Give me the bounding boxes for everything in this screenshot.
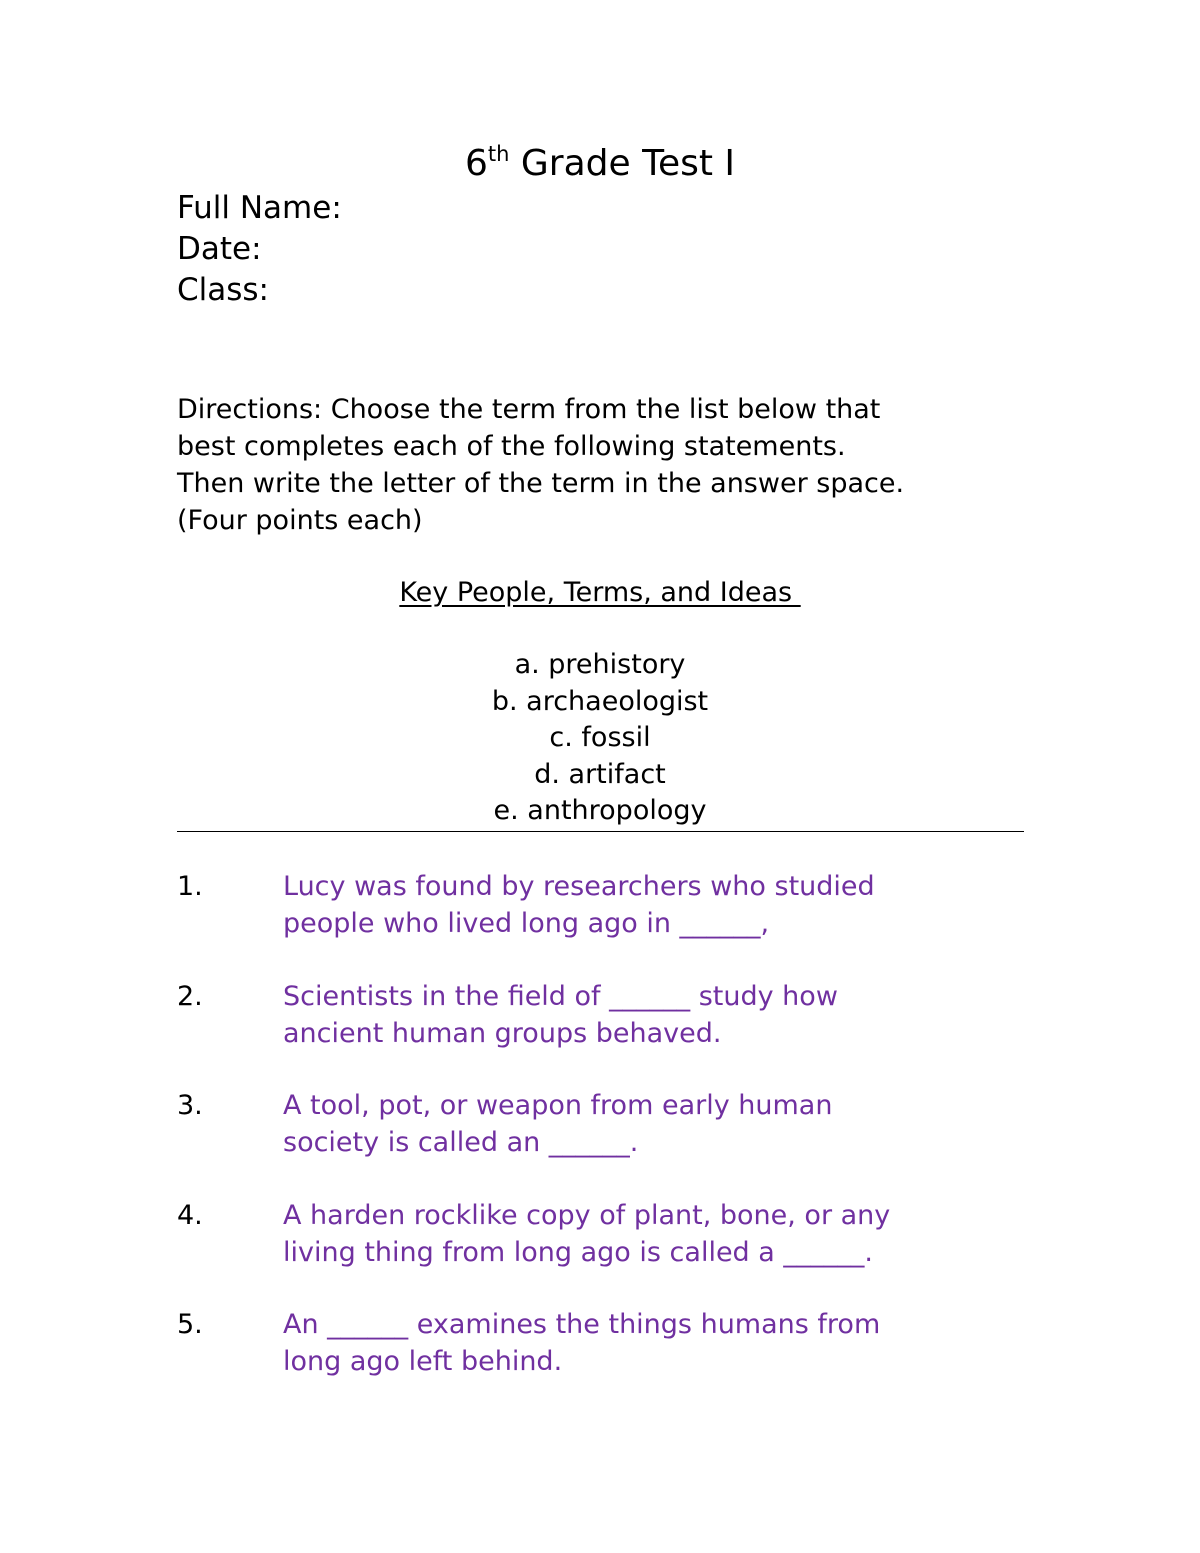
question-item: [177, 978, 1037, 1088]
question-text: Lucy was found by researchers who studied people who lived long ago in ______,: [283, 871, 875, 939]
date-label: Date:: [177, 231, 262, 267]
question-number: 5.: [177, 1309, 203, 1340]
question-item: [177, 868, 1037, 978]
full-name-label: Full Name:: [177, 190, 342, 226]
key-term-item: a. prehistory: [514, 649, 686, 680]
question-number: 2.: [177, 980, 203, 1012]
title-prefix: 6: [464, 143, 488, 184]
question-number: 1.: [177, 871, 203, 902]
title-superscript: th: [487, 142, 510, 166]
key-term-item: d. artifact: [534, 758, 666, 790]
divider-line: [177, 831, 1024, 832]
key-terms-heading: [0, 575, 1200, 611]
question-item: [177, 1087, 1037, 1197]
question-text: A harden rocklike copy of plant, bone, or any living thing from long ago is called a ______.: [283, 1199, 891, 1268]
question-item: [177, 1306, 1037, 1416]
question-number: 3.: [177, 1090, 203, 1121]
question-number: 4.: [177, 1199, 203, 1231]
question-item: [177, 1197, 1037, 1307]
class-label: Class:: [177, 272, 270, 308]
question-text: A tool, pot, or weapon from early human society is called an ______.: [283, 1090, 833, 1158]
title-rest: Grade Test I: [509, 143, 736, 184]
key-term-item: e. anthropology: [493, 795, 707, 826]
question-list: [177, 868, 1037, 1416]
key-term-item: c. fossil: [549, 722, 651, 753]
question-text: An ______ examines the things humans from long ago left behind.: [283, 1309, 881, 1377]
page-title: [0, 142, 1200, 186]
key-terms-list: [0, 647, 1200, 830]
question-text: Scientists in the field of ______ study how ancient human groups behaved.: [283, 980, 838, 1049]
key-term-item: b. archaeologist: [491, 685, 709, 717]
directions-paragraph: Directions: Choose the term from the list below that best completes each of the following statements. Then write the letter of the term in the answer space. (Four points each): [177, 394, 905, 536]
key-terms-heading-text: Key People, Terms, and Ideas: [399, 577, 801, 608]
student-info: [177, 188, 342, 311]
